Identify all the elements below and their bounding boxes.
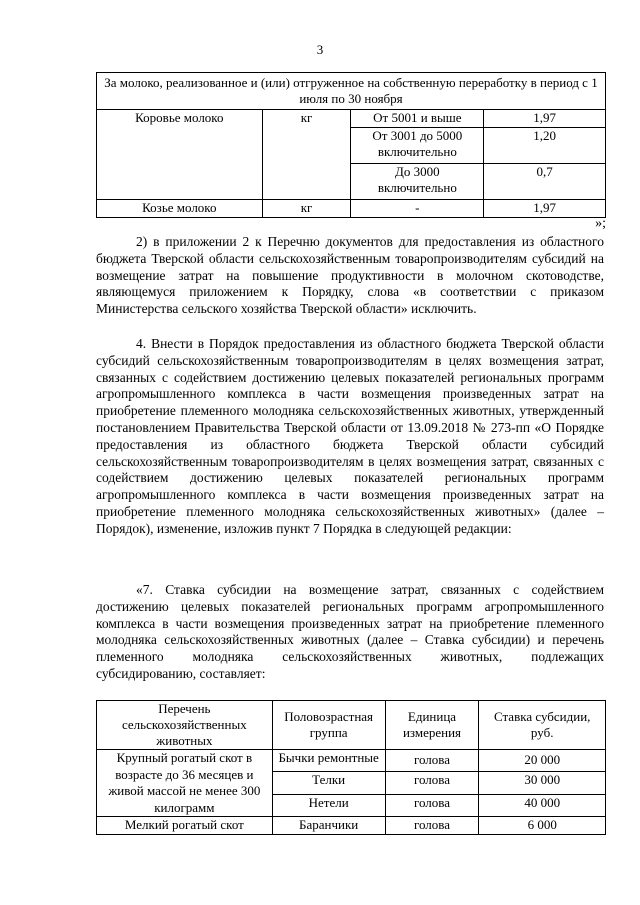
livestock-subsidy-table [96, 700, 606, 835]
cell-unit: голова [385, 750, 479, 772]
cell-unit: голова [385, 772, 479, 794]
cell-rate: 1,97 [484, 110, 606, 128]
table-row [97, 200, 606, 218]
cell-volume: До 3000 включительно [351, 164, 484, 200]
table-row [97, 817, 606, 835]
cell-group: Телки [272, 772, 385, 794]
paragraph-item-4: 4. Внести в Порядок предоставления из областного бюджета Тверской области субсидий сельскохозяйственным товаропроизводителям в целях возмещения затрат, связанных с содействием достижению целевых показателей региональных программ агропромышленного комплекса в части возмещения произведенных затрат на приобретение племенного молодняка сельскохозяйственных животных, утвержденный постановлением Правительства Тверской области от 13.09.2018 № 273-пп «О Порядке предоставления из областного бюджета Тверской области субсидий сельскохозяйственным товаропроизводителям в целях возмещения затрат, связанных с содействием достижению целевых показателей региональных программ агропромышленного комплекса в части возмещения произведенных затрат на приобретение племенного молодняка сельскохозяйственных животных» (далее – Порядок), изменение, изложив пункт 7 Порядка в следующей редакции: [96, 336, 604, 536]
header-rate: Ставка субсидии, руб. [479, 701, 606, 750]
milk-subsidy-table [96, 72, 606, 218]
cell-product: Козье молоко [97, 200, 263, 218]
paragraph-item-7: «7. Ставка субсидии на возмещение затрат, связанных с содействием достижению целевых показателей региональных программ агропромышленного комплекса в части возмещения произведенных затрат на приобретение племенного молодняка сельскохозяйственных животных (далее – Ставка субсидии) и перечень племенного молодняка сельскохозяйственных животных, подлежащих субсидированию, составляет: [96, 582, 604, 681]
table-row [97, 110, 606, 128]
cell-rate: 40 000 [479, 794, 606, 816]
cell-rate: 6 000 [479, 817, 606, 835]
cell-unit: кг [262, 200, 351, 218]
paragraph-item-2: 2) в приложении 2 к Перечню документов для предоставления из областного бюджета Тверской области сельскохозяйственным товаропроизводителям субсидий на возмещение затрат на повышение продуктивности в молочном скотоводстве, являющемуся приложением к Порядку, слова «в соответствии с приказом Министерства сельского хозяйства Тверской области» исключить. [96, 234, 604, 317]
cell-rate: 20 000 [479, 750, 606, 772]
cell-group: Баранчики [272, 817, 385, 835]
cell-rate: 1,97 [484, 200, 606, 218]
cell-rate: 30 000 [479, 772, 606, 794]
cell-volume: - [351, 200, 484, 218]
cell-unit: голова [385, 794, 479, 816]
table-row [97, 73, 606, 110]
cell-small-label: Мелкий рогатый скот [97, 817, 273, 835]
cell-cattle-label: Крупный рогатый скот в возрасте до 36 месяцев и живой массой не менее 300 килограмм [97, 750, 273, 817]
header-age-group: Половозрастная группа [272, 701, 385, 750]
page-number: 3 [316, 42, 324, 57]
closing-quote-mark: »; [595, 216, 606, 231]
cell-group: Нетели [272, 794, 385, 816]
header-animals: Перечень сельскохозяйственных животных [97, 701, 273, 750]
cell-volume: От 3001 до 5000 включительно [351, 128, 484, 164]
cell-rate: 0,7 [484, 164, 606, 200]
milk-table-header: За молоко, реализованное и (или) отгруженное на собственную переработку в период с 1 июля по 30 ноября [97, 73, 606, 110]
cell-volume: От 5001 и выше [351, 110, 484, 128]
cell-unit: голова [385, 817, 479, 835]
table-header-row [97, 701, 606, 750]
cell-group: Бычки ремонтные [272, 750, 385, 772]
table-row [97, 750, 606, 772]
cell-rate: 1,20 [484, 128, 606, 164]
cell-product: Коровье молоко [97, 110, 263, 200]
cell-unit: кг [262, 110, 351, 200]
header-unit: Единица измерения [385, 701, 479, 750]
